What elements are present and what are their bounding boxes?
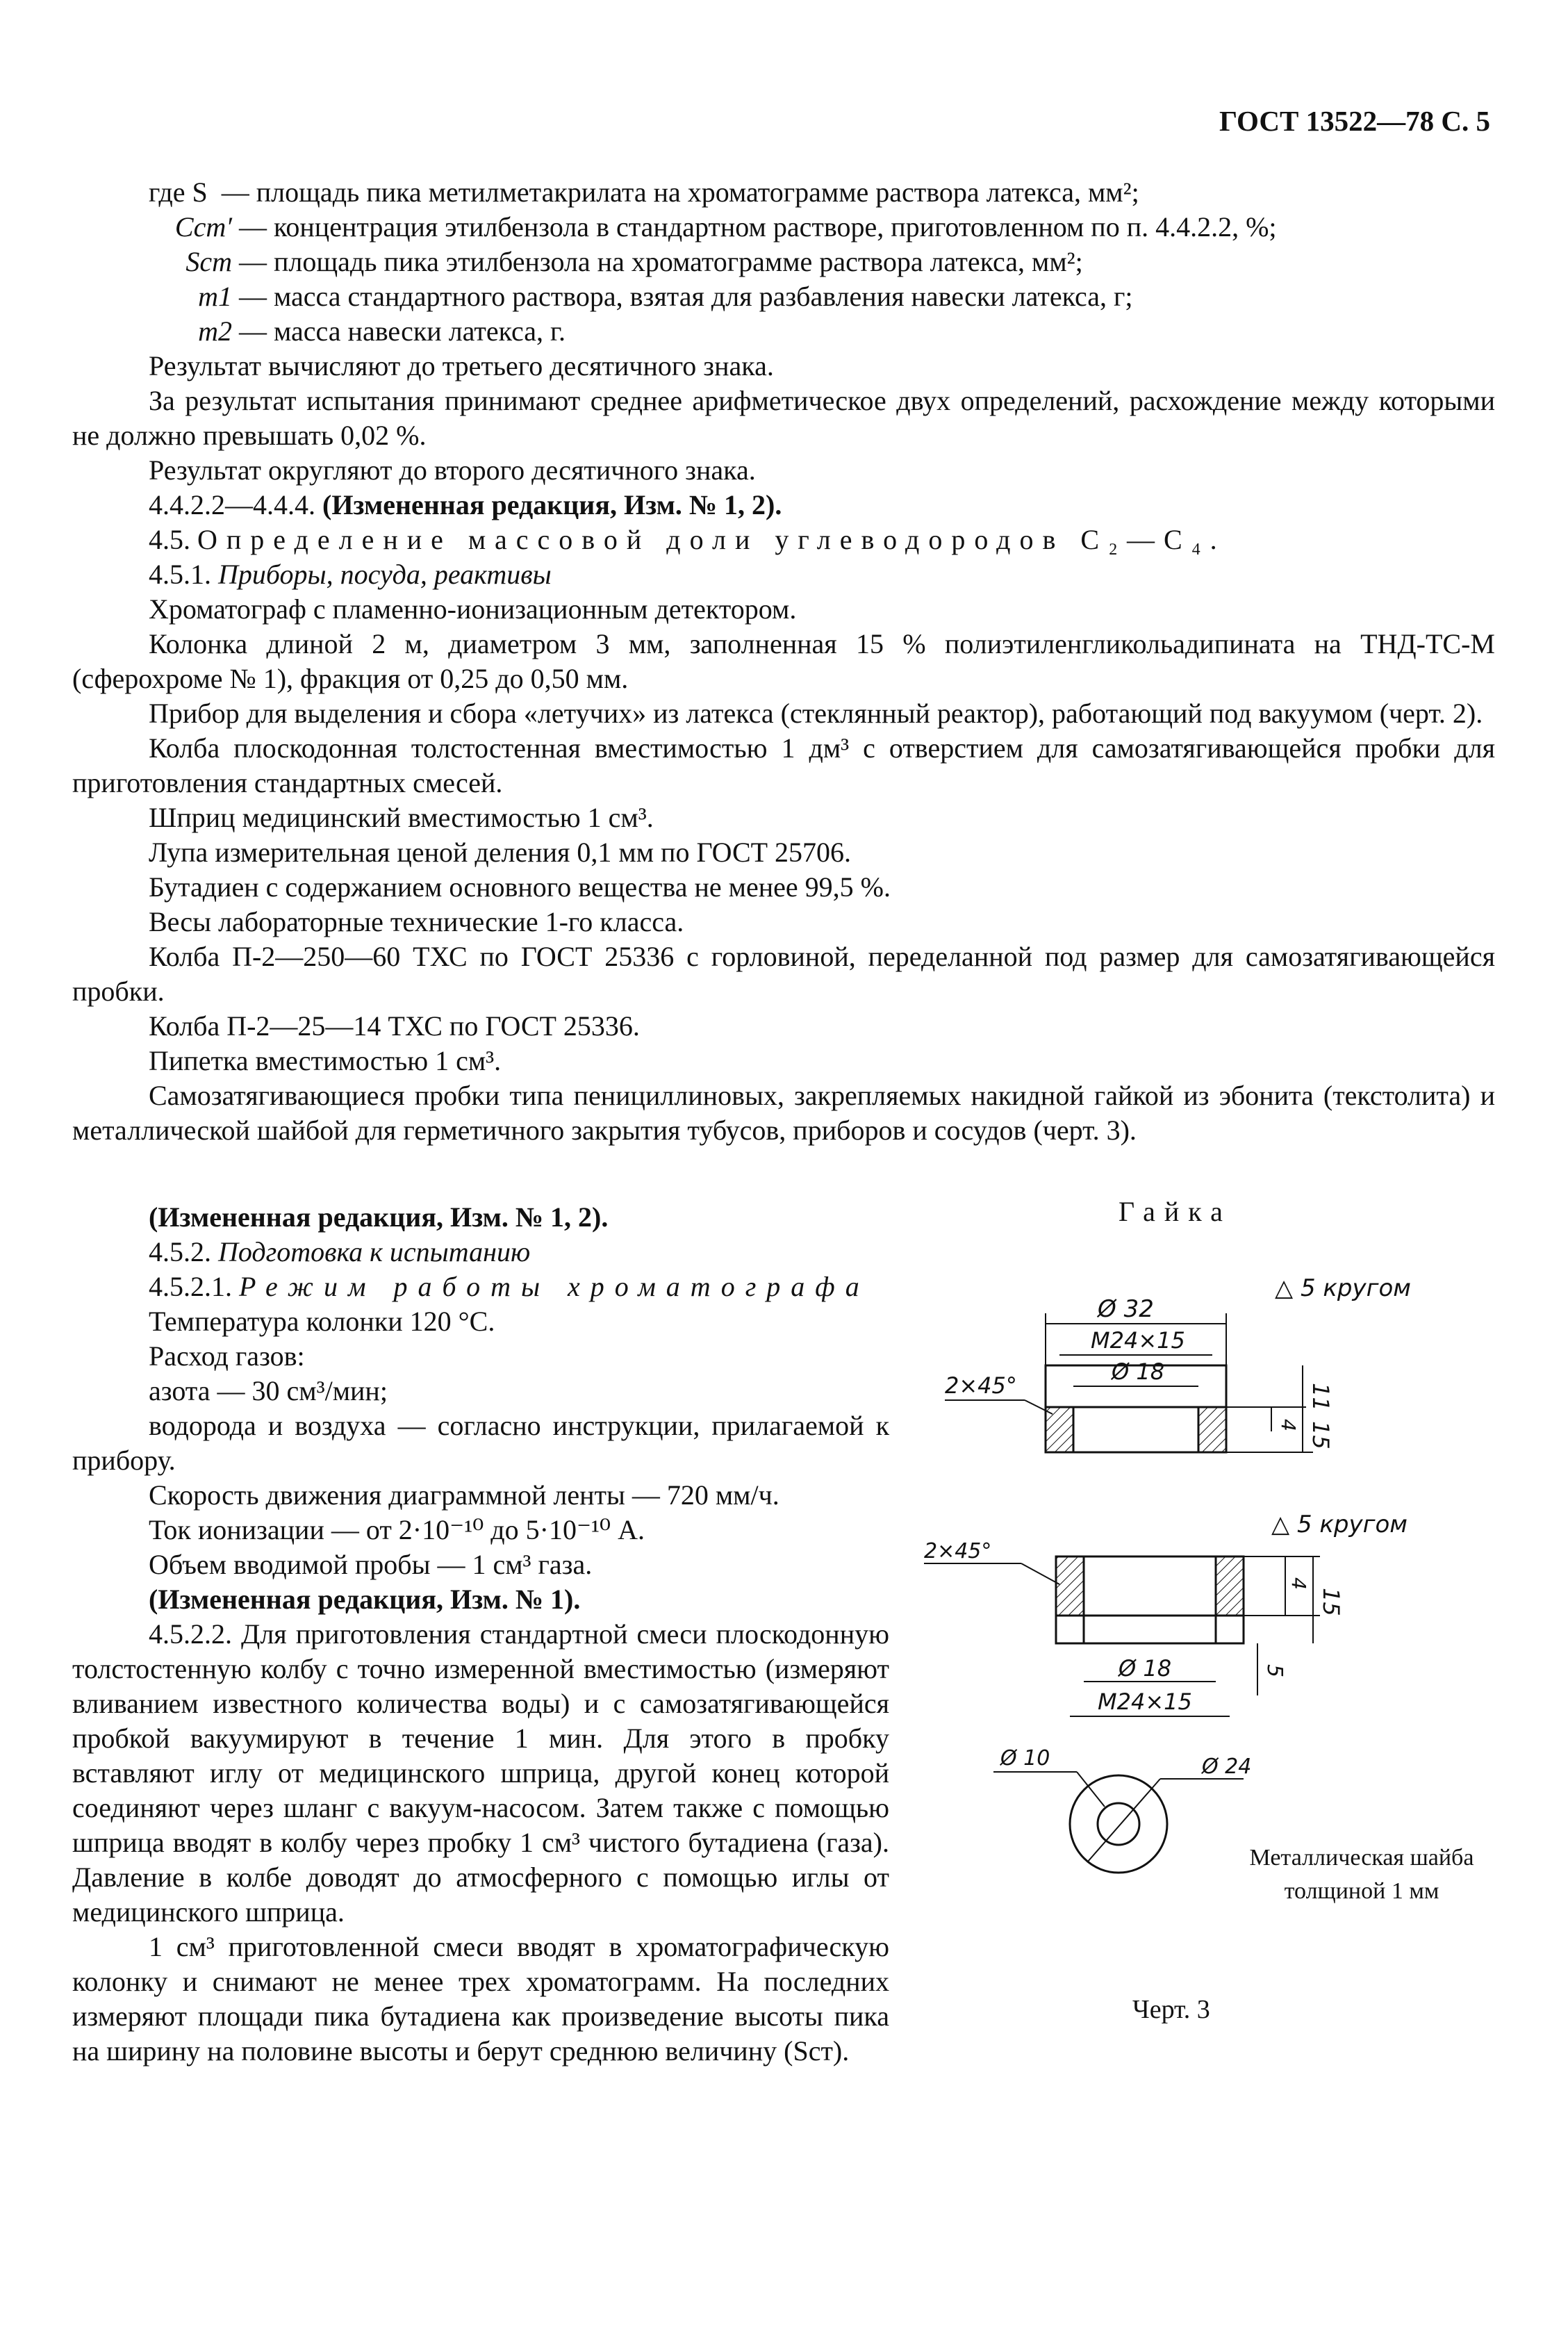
definition-s: где S — площадь пика метилметакрилата на хроматограмме раствора латекса, мм²; <box>149 176 1139 208</box>
paragraph: азота — 30 см³/мин; <box>149 1375 388 1406</box>
dim-15: 15 <box>1307 1421 1334 1449</box>
definition-cst: Cст′ — концентрация этилбензола в стандартном растворе, приготовленном по п. 4.4.2.2, %; <box>174 211 1277 243</box>
paragraph: Прибор для выделения и сбора «летучих» из латекса (стеклянный реактор), работающий под вакуумом (черт. 2). <box>149 698 1483 729</box>
dim-5: 5 <box>1262 1664 1287 1678</box>
dim-d10: Ø 10 <box>1000 1746 1050 1771</box>
paragraph: Бутадиен с содержанием основного вещества не менее 99,5 %. <box>149 871 891 903</box>
dim-4b: 4 <box>1287 1577 1310 1590</box>
dim-d18: Ø 18 <box>1112 1358 1165 1385</box>
amendment-note: 4.4.2.2—4.4.4. (Измененная редакция, Изм. № 1, 2). <box>149 489 782 520</box>
page-header: ГОСТ 13522—78 С. 5 <box>1219 105 1490 137</box>
paragraph: Шприц медицинский вместимостью 1 см³. <box>149 802 654 833</box>
paragraph: Лупа измерительная ценой деления 0,1 мм по ГОСТ 25706. <box>149 837 852 868</box>
dim-15b: 15 <box>1318 1588 1344 1616</box>
amendment-note: (Измененная редакция, Изм. № 1, 2). <box>149 1201 609 1233</box>
paragraph: Колба П-2—25—14 ТХС по ГОСТ 25336. <box>149 1010 640 1042</box>
paragraph: Температура колонки 120 °С. <box>149 1306 495 1337</box>
paragraph: Результат округляют до второго десятичного знака. <box>149 454 756 486</box>
paragraph: Хроматограф с пламенно-ионизационным детектором. <box>149 593 797 625</box>
paragraph: Расход газов: <box>149 1340 305 1372</box>
section-heading: 4.5. Определение массовой доли углеводородов C₂—C₄. <box>149 524 1226 555</box>
paragraph: 4.5.2.2. Для приготовления стандартной смеси плоскодонную толстостенную колбу с точно измеренной вместимостью (измеряют вливанием известного количества воды) и с самозатягивающейся пробкой вакуумируют в течение 1 мин. Для этого в пробку вставляют иглу от медицинского шприца, другой конец которой соединяют через шланг с вакуум-насосом. Затем также с помощью шприца вводят в колбу через пробку 1 см³ чистого бутадиена (газа). Давление в колбе доводят до атмосферного с помощью иглы от медицинского шприца. <box>72 1618 889 1928</box>
nut-second-view <box>924 1511 1408 1716</box>
paragraph: Результат вычисляют до третьего десятичного знака. <box>149 350 774 381</box>
dim-d24: Ø 24 <box>1202 1755 1252 1779</box>
figure-number: Черт. 3 <box>1132 1995 1210 2024</box>
paragraph: Колба П-2—250—60 ТХС по ГОСТ 25336 с горловиной, переделанной под размер для самозатягивающейся пробки. <box>72 941 1495 1007</box>
washer-caption: Металлическая шайба толщиной 1 мм <box>1249 1845 1474 1904</box>
paragraph: 1 см³ приготовленной смеси вводят в хроматографическую колонку и снимают не менее трех хроматограмм. На последних измеряют площади пика бутадиена как произведение высоты пика на ширину на половине высоты и берут среднюю величину (Sст). <box>72 1931 889 2067</box>
paragraph: Скорость движения диаграммной ленты — 720 мм/ч. <box>149 1479 779 1511</box>
definition-sst: Sст — площадь пика этилбензола на хроматограмме раствора латекса, мм²; <box>185 246 1083 277</box>
paragraph: Ток ионизации — от 2·10⁻¹⁰ до 5·10⁻¹⁰ А. <box>149 1514 645 1545</box>
dim-d18b: Ø 18 <box>1119 1655 1172 1682</box>
nut-section-view <box>945 1274 1411 1452</box>
paragraph: Колба плоскодонная толстостенная вместимостью 1 дм³ с отверстием для самозатягивающейся пробки для приготовления стандартных смесей. <box>72 732 1495 798</box>
paragraph: За результат испытания принимают среднее арифметическое двух определений, расхождение между которыми не должно превышать 0,02 %. <box>72 385 1495 451</box>
dim-chamfer: 2×45° <box>945 1372 1017 1399</box>
definition-m2: m2 — масса навески латекса, г. <box>198 315 566 347</box>
formula-definitions <box>72 175 1495 349</box>
figure-title: Гайка <box>1119 1196 1232 1227</box>
dim-11: 11 <box>1307 1383 1334 1411</box>
roughness-label: △ 5 кругом <box>1271 1511 1408 1538</box>
left-column <box>72 1200 889 2069</box>
definition-m1: m1 — масса стандартного раствора, взятая для разбавления навески латекса, г; <box>198 281 1133 312</box>
paragraph: Пипетка вместимостью 1 см³. <box>149 1045 502 1076</box>
main-text <box>72 175 1495 1148</box>
paragraph: Объем вводимой пробы — 1 см³ газа. <box>149 1549 593 1580</box>
roughness-label: △ 5 кругом <box>1275 1274 1411 1302</box>
figure-nut-drawing <box>896 1195 1542 2098</box>
dim-m24: М24×15 <box>1091 1327 1185 1354</box>
subsection-heading: 4.5.1. Приборы, посуда, реактивы <box>149 559 552 590</box>
paragraph: Колонка длиной 2 м, диаметром 3 мм, заполненная 15 % полиэтиленгликольадипината на ТНД-ТС-М (сферохроме № 1), фракция от 0,25 до 0,50 мм. <box>72 628 1495 694</box>
amendment-note: (Измененная редакция, Изм. № 1). <box>149 1584 581 1615</box>
dim-4: 4 <box>1277 1419 1300 1431</box>
technical-drawing <box>896 1237 1542 1876</box>
paragraph: водорода и воздуха — согласно инструкции, прилагаемой к прибору. <box>72 1410 889 1476</box>
subsection-heading: 4.5.2. Подготовка к испытанию <box>149 1236 531 1267</box>
dim-chamfer-b: 2×45° <box>924 1539 992 1563</box>
subsection-heading: 4.5.2.1. Режим работы хроматографа <box>149 1271 870 1302</box>
paragraph: Самозатягивающиеся пробки типа пенициллиновых, закрепляемых накидной гайкой из эбонита (текстолита) и металлической шайбой для герметичного закрытия тубусов, приборов и сосудов (черт. 3). <box>72 1080 1495 1146</box>
paragraph: Весы лабораторные технические 1-го класса. <box>149 906 684 937</box>
dim-m24b: М24×15 <box>1098 1689 1192 1715</box>
washer-view <box>993 1746 1251 1873</box>
dim-d32: Ø 32 <box>1098 1295 1154 1323</box>
